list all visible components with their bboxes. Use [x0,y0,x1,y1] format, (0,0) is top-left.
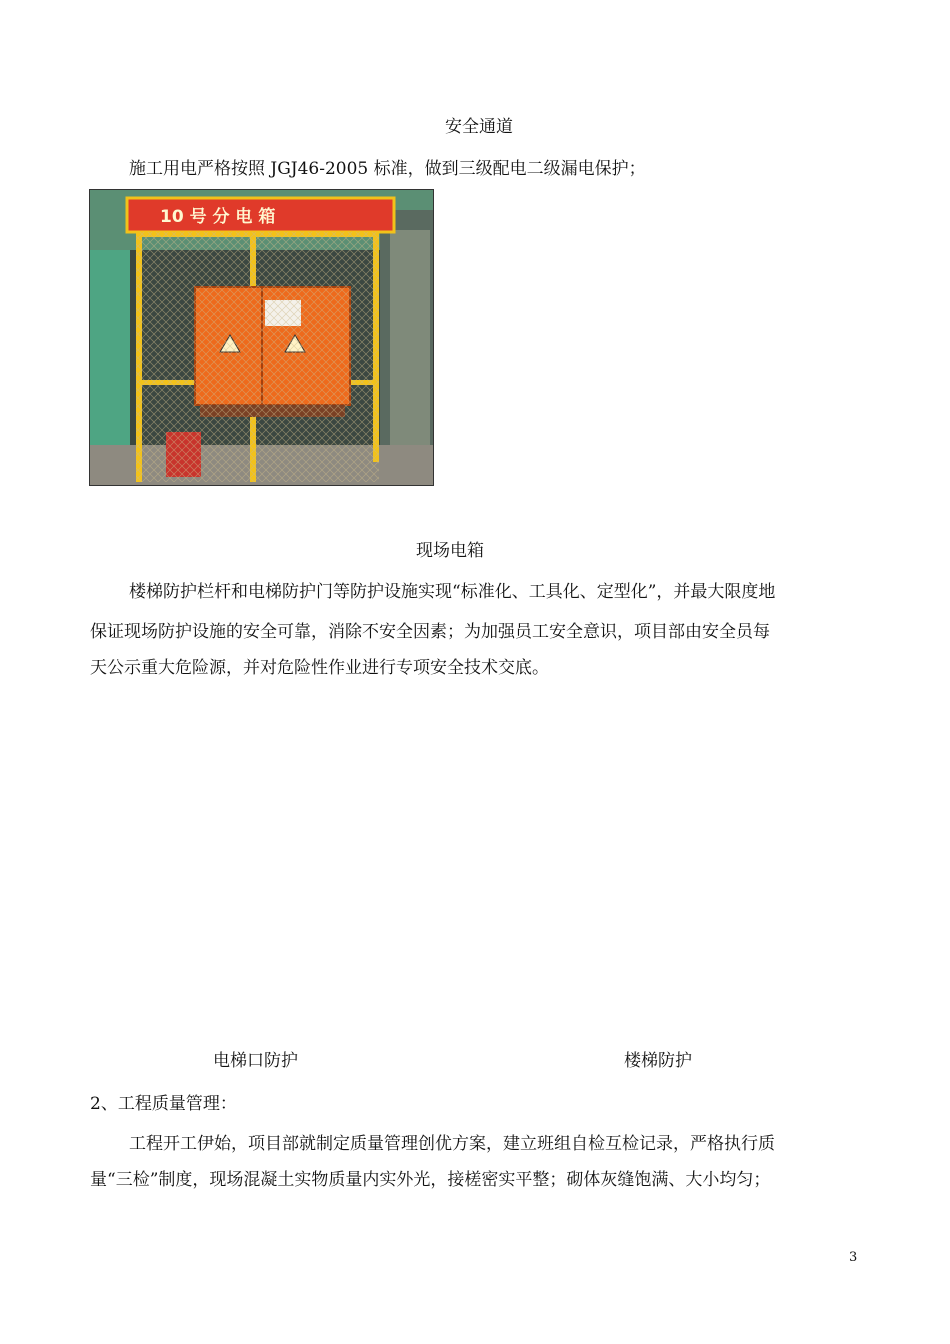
section-heading-quality: 2、工程质量管理： [90,1094,237,1114]
paragraph-quality-line-2: 量“三检”制度，现场混凝土实物质量内实外光，接槎密实平整；砌体灰缝饱满、大小均匀； [90,1170,771,1190]
paragraph-quality-line-1: 工程开工伊始，项目部就制定质量管理创优方案，建立班组自检互检记录，严格执行质 [129,1134,775,1154]
caption-electric-box: 现场电箱 [416,541,484,561]
caption-stair-guard: 楼梯防护 [624,1051,692,1071]
paragraph-protection-line-1: 楼梯防护栏杆和电梯防护门等防护设施实现“标准化、工具化、定型化”，并最大限度地 [129,582,776,602]
page-number: 3 [849,1250,858,1265]
caption-safety-passage: 安全通道 [445,117,513,137]
caption-elevator-guard: 电梯口防护 [213,1051,298,1071]
paragraph-protection-line-2: 保证现场防护设施的安全可靠，消除不安全因素；为加强员工安全意识，项目部由安全员每 [90,622,770,642]
sign-text: 10 号 分 电 箱 [160,207,276,227]
electric-box-photo [89,189,434,486]
paragraph-protection-line-3: 天公示重大危险源，并对危险性作业进行专项安全技术交底。 [90,658,549,678]
paragraph-electricity: 施工用电严格按照 JGJ46-2005 标准，做到三级配电二级漏电保护； [129,159,646,179]
